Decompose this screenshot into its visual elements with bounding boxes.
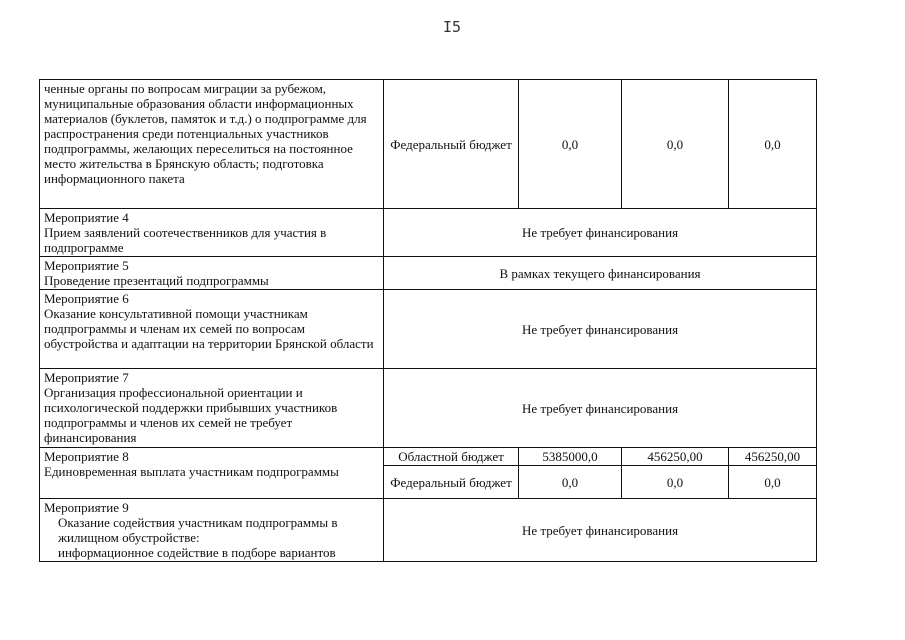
value-cell: 0,0 (519, 466, 622, 499)
activity-description: Проведение презентаций подпрограммы (44, 273, 269, 288)
value-cell: 456250,00 (729, 448, 817, 466)
activity-description: ченные органы по вопросам миграции за рубежом, муниципальные образования области информационных материалов (буклетов, памяток и т.д.) о подпрограмме для распространения среди потенциальных участников подпрограммы, желающих переселиться на постоянное место жительства в Брянскую область; подготовка информационного пакета (40, 80, 384, 209)
funding-note: Не требует финансирования (384, 290, 817, 369)
table-row (40, 499, 817, 562)
funding-source: Областной бюджет (384, 448, 519, 466)
funding-table (39, 79, 817, 562)
value-cell: 0,0 (519, 80, 622, 209)
table-row (40, 257, 817, 290)
activity-title: Мероприятие 5 (44, 258, 129, 273)
funding-source: Федеральный бюджет (384, 80, 519, 209)
activity-description: Прием заявлений соотечественников для участия в подпрограмме (44, 225, 327, 255)
funding-note: В рамках текущего финансирования (384, 257, 817, 290)
activity-description: Оказание консультативной помощи участникам подпрограммы и членам их семей по вопросам обустройства и адаптации на территории Брянской области (44, 306, 374, 351)
page-number: I5 (443, 18, 462, 36)
table-row (40, 448, 817, 466)
funding-note: Не требует финансирования (384, 499, 817, 562)
activity-cell (40, 290, 384, 369)
activity-cell (40, 209, 384, 257)
activity-title: Мероприятие 8 (44, 449, 129, 464)
value-cell: 5385000,0 (519, 448, 622, 466)
funding-note: Не требует финансирования (384, 209, 817, 257)
activity-description: Организация профессиональной ориентации и психологической поддержки прибывших участников подпрограммы и членов их семей не требует финансирования (44, 385, 338, 445)
value-cell: 0,0 (729, 80, 817, 209)
activity-title: Мероприятие 4 (44, 210, 129, 225)
activity-cell (40, 448, 384, 499)
activity-description: информационное содействие в подборе вариантов (58, 545, 336, 560)
activity-cell (40, 499, 384, 562)
value-cell: 0,0 (622, 80, 729, 209)
table-row (40, 209, 817, 257)
value-cell: 0,0 (622, 466, 729, 499)
activity-description: Единовременная выплата участникам подпрограммы (44, 464, 339, 479)
funding-source: Федеральный бюджет (384, 466, 519, 499)
funding-note: Не требует финансирования (384, 369, 817, 448)
activity-title: Мероприятие 7 (44, 370, 129, 385)
activity-title: Мероприятие 6 (44, 291, 129, 306)
activity-cell (40, 369, 384, 448)
table-row (40, 369, 817, 448)
activity-cell (40, 257, 384, 290)
table-row (40, 80, 817, 209)
activity-title: Мероприятие 9 (44, 500, 129, 515)
table-row (40, 290, 817, 369)
value-cell: 0,0 (729, 466, 817, 499)
value-cell: 456250,00 (622, 448, 729, 466)
activity-description: Оказание содействия участникам подпрограммы в жилищном обустройстве: (58, 515, 338, 545)
